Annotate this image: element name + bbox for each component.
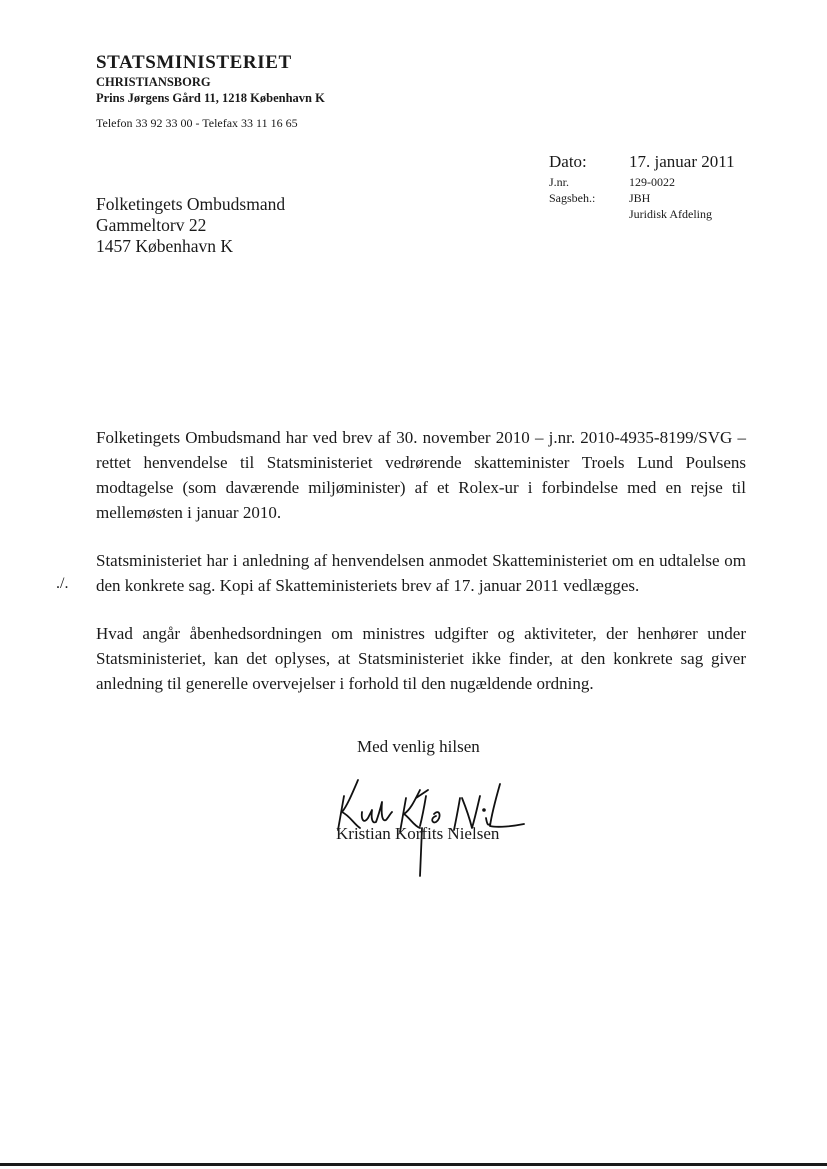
date-value: 17. januar 2011 <box>629 152 735 171</box>
recipient-address <box>96 194 285 257</box>
recipient-street: Gammeltorv 22 <box>96 215 207 235</box>
paragraph-2: Statsministeriet har i anledning af henvendelsen anmodet Skatteministeriet om en udtalelse om den konkrete sag. Kopi af Skatteministeriets brev af 17. januar 2011 vedlægges. <box>96 551 746 595</box>
department: Juridisk Afdeling <box>629 207 712 221</box>
letterhead-address: Prins Jørgens Gård 11, 1218 København K <box>96 91 325 105</box>
paragraph-1: Folketingets Ombudsmand har ved brev af 30. november 2010 – j.nr. 2010-4935-8199/SVG – rettet henvendelse til Statsministeriet vedrørende skatteminister Troels Lund Poulsens modtagelse (som daværende miljøminister) af et Rolex-ur i forbindelse med en rejse til mellemøsten i januar 2010. <box>96 428 746 522</box>
recipient-city: 1457 København K <box>96 236 234 256</box>
letterhead-phone: Telefon 33 92 33 00 - Telefax 33 11 16 65 <box>96 116 298 130</box>
letterhead <box>96 52 325 131</box>
case-value: JBH <box>629 191 651 205</box>
jnr-label: J.nr. <box>549 175 570 189</box>
letterhead-subtitle: CHRISTIANSBORG <box>96 75 211 89</box>
letter-body <box>96 425 746 719</box>
signer-name: Kristian Korfits Nielsen <box>336 824 500 843</box>
enclosure-mark: ./. <box>56 575 69 592</box>
handwritten-signature <box>330 768 540 878</box>
paragraph-3: Hvad angår åbenhedsordningen om ministres udgifter og aktiviteter, der henhører under Statsministeriet, kan det oplyses, at Statsministeriet ikke finder, at den konkrete sag giver anledning til generelle overvejelser i forhold til den nugældende ordning. <box>96 624 746 693</box>
closing-greeting: Med venlig hilsen <box>357 737 480 756</box>
recipient-name: Folketingets Ombudsmand <box>96 194 286 214</box>
letterhead-title: STATSMINISTERIET <box>96 52 292 73</box>
date-label: Dato: <box>549 152 587 171</box>
jnr-value: 129-0022 <box>629 175 675 189</box>
case-label: Sagsbeh.: <box>549 191 596 205</box>
scan-edge-rule <box>0 1163 827 1166</box>
